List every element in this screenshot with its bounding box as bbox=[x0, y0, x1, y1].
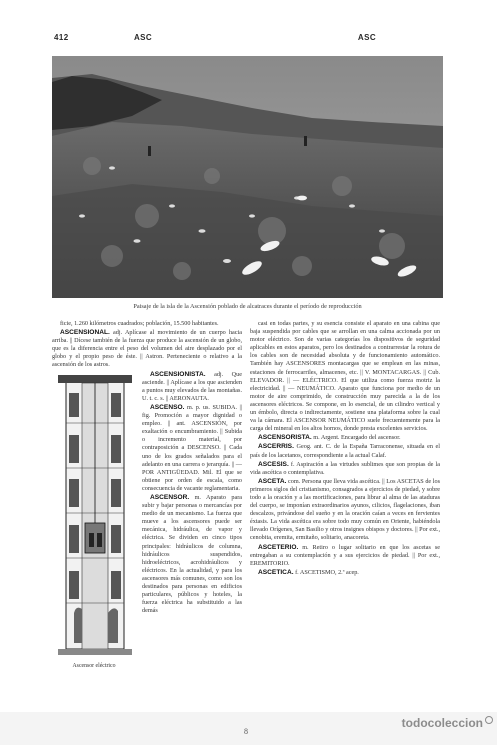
page-bottom-marker: 8 bbox=[244, 727, 248, 736]
entry-ascensor bbox=[142, 494, 242, 615]
entry-asceta bbox=[250, 478, 440, 543]
photo-caption: Paisaje de la isla de la Ascensión poblado de alcatraces durante el período de reproducción bbox=[133, 303, 362, 310]
entry-text: com. Persona que lleva vida ascética. || Los ASCETAS de los primeros siglos del cristianismo, consagrados a ejercicios de piedad, y sobre todo a la oración y a las mortificaciones, para librar al alma de las ataduras del cuerpo, se imponían extraordinarios ayunos, cilicios, flagelaciones, iban descalzos, privándose del sueño y en la oración caían a veces en fervientes éxtasis. La vida ascética era sobre todo muy común en Oriente, habiéndola llevado Orígenes, San Basilio y otros insignes obispos y doctores. || Por ext., cenobita, eremita, ermitaño, solitario, anacoreta. bbox=[250, 477, 440, 542]
entry-text: m. p. us. SUBIDA. || fig. Promoción a mayor dignidad o empleo. || ant. ASCENSIÓN, por exaltación o encumbramiento. || Subida o incremento material, por contraposición a DESCENSO. || Cada uno de los grados señalados para el adelanto en una carrera o jerarquía. || — POR ANTIGÜEDAD. Mil. El que se obtiene por orden de escala, como consecuencia de vacante reglamentaria. bbox=[142, 403, 242, 492]
entry-headword: ASCENSORISTA. bbox=[258, 434, 312, 442]
entry-ascesis bbox=[250, 461, 440, 477]
header-guide-word-left: ASC bbox=[134, 33, 153, 42]
entry-text: casi en todas partes, y su esencia consiste el aparato en una cabina que baja suspendida por cables que se arrollan en una calma accionada por un motor eléctrico. Son de varias categorías los dispositivos de seguridad aplicables en estos aparatos, pero los destinados a contrarrestar la rotura de los cables son de necesidad absoluta y de funcionamiento automático. También hay ASCENSORES montacargas que se emplean en las minas, estaciones de ferrocarriles, almacenes, etc. || V. MONTACARGAS. || Cub. ELEVADOR. || — ELÉCTRICO. El que utiliza como fuerza motriz la electricidad. || — NEUMÁTICO. Aparato que funciona por medio de un motor de aire comprimido, de construcción muy parecida a la de los ascensores eléctricos. Se compone, en lo esencial, de un cilindro vertical y un émbolo, directa o indirectamente, sostiene una plataforma sobre la cual va la cámara. El ASCENSOR NEUMÁTICO suele frecuentemente para la carga del mineral en los altos hornos, donde presta excelentes servicios. bbox=[250, 320, 440, 433]
entry-headword: ASCÉTICA. bbox=[258, 568, 294, 576]
entry-paragraph bbox=[250, 320, 440, 433]
elevator-diagram bbox=[52, 373, 136, 661]
entry-headword: ASCERRIS. bbox=[258, 443, 294, 451]
entry-headword: ASCESIS. bbox=[258, 460, 289, 468]
entry-text: f. ASCETISMO, 2.ª acep. bbox=[295, 568, 359, 576]
page-number: 412 bbox=[54, 33, 69, 42]
entry-text: adj. Aplícase al movimiento de un cuerpo hacia arriba. || Dícese también de la fuerza que produce la ascensión de un globo, que es la diferencia entre el peso del volumen del aire desplazado por el globo y el propio peso de éste. || Astron. Perteneciente o relativo a la ascensión de los astros. bbox=[52, 329, 242, 369]
header-guide-word-right: ASC bbox=[357, 33, 376, 42]
entry-text: m. Aparato para subir y bajar personas o mercancías por medio de un mecanismo. La fuerza que mueve a los ascensores puede ser mecánica, hidráulica, de vapor y eléctrica. Se dividen en cinco tipos principales: hidráulicos de columna, hidráulicos suspendidos, hidroeléctricos, acrohidráulicos y eléctricos. En la actualidad, y para los ascensores más comunes, como son los destinados para personas en edificios particulares, públicos y hoteles, la fuerza eléctrica ha substituido a las demás bbox=[142, 493, 242, 615]
entry-ascetica bbox=[250, 569, 440, 577]
figure-caption: Ascensor eléctrico bbox=[72, 662, 116, 669]
entry-text: Geog. ant. C. de la España Tarraconense, situada en el país de los lacetanos, correspondiente a la actual Calaf. bbox=[250, 443, 440, 459]
watermark-dot-icon bbox=[485, 716, 493, 724]
entry-headword: ASCENSO. bbox=[150, 403, 185, 411]
right-text-column bbox=[250, 320, 440, 578]
entry-ascerris bbox=[250, 443, 440, 459]
entry-text: f. Aspiración a las virtudes sublimes que son propias de la vida ascética o contemplativa. bbox=[250, 460, 440, 476]
entry-text: adj. Que asciende. || Aplícase a los que ascienden a puntos muy elevados de las montañas. U. t. c. s. || AERONAUTA. bbox=[142, 370, 242, 402]
landscape-photo bbox=[52, 56, 443, 298]
entry-ascenso bbox=[142, 404, 242, 493]
entry-text: m. Retiro o lugar solitario en que los ascetas se entregaban a su contemplación y a sus ejercicios de piedad. || Por ext., EREMITORIO. bbox=[250, 543, 440, 567]
entry-asceterio bbox=[250, 544, 440, 568]
watermark-logo: todocoleccion bbox=[401, 716, 483, 730]
entry-text: ficie, 1.260 kilómetros cuadrados; población, 15.500 habitantes. bbox=[60, 320, 219, 327]
entry-headword: ASCENSOR. bbox=[150, 493, 190, 501]
entry-headword: ASCENSIONISTA. bbox=[150, 370, 206, 378]
left-text-column bbox=[52, 320, 242, 675]
page-header bbox=[54, 33, 446, 45]
entry-headword: ASCETERIO. bbox=[258, 543, 299, 551]
watermark-footer bbox=[0, 712, 497, 745]
entry-text: m. Argent. Encargado del ascensor. bbox=[313, 434, 401, 442]
entry-paragraph bbox=[52, 320, 242, 328]
entry-headword: ASCENSIONAL. bbox=[60, 329, 110, 337]
island-landscape-image bbox=[52, 56, 443, 298]
entry-ascensionista bbox=[142, 371, 242, 403]
entry-ascensional bbox=[52, 329, 242, 369]
entry-headword: ASCETA. bbox=[258, 477, 287, 485]
elevator-figure bbox=[52, 373, 136, 673]
entry-ascensorista bbox=[250, 434, 440, 442]
